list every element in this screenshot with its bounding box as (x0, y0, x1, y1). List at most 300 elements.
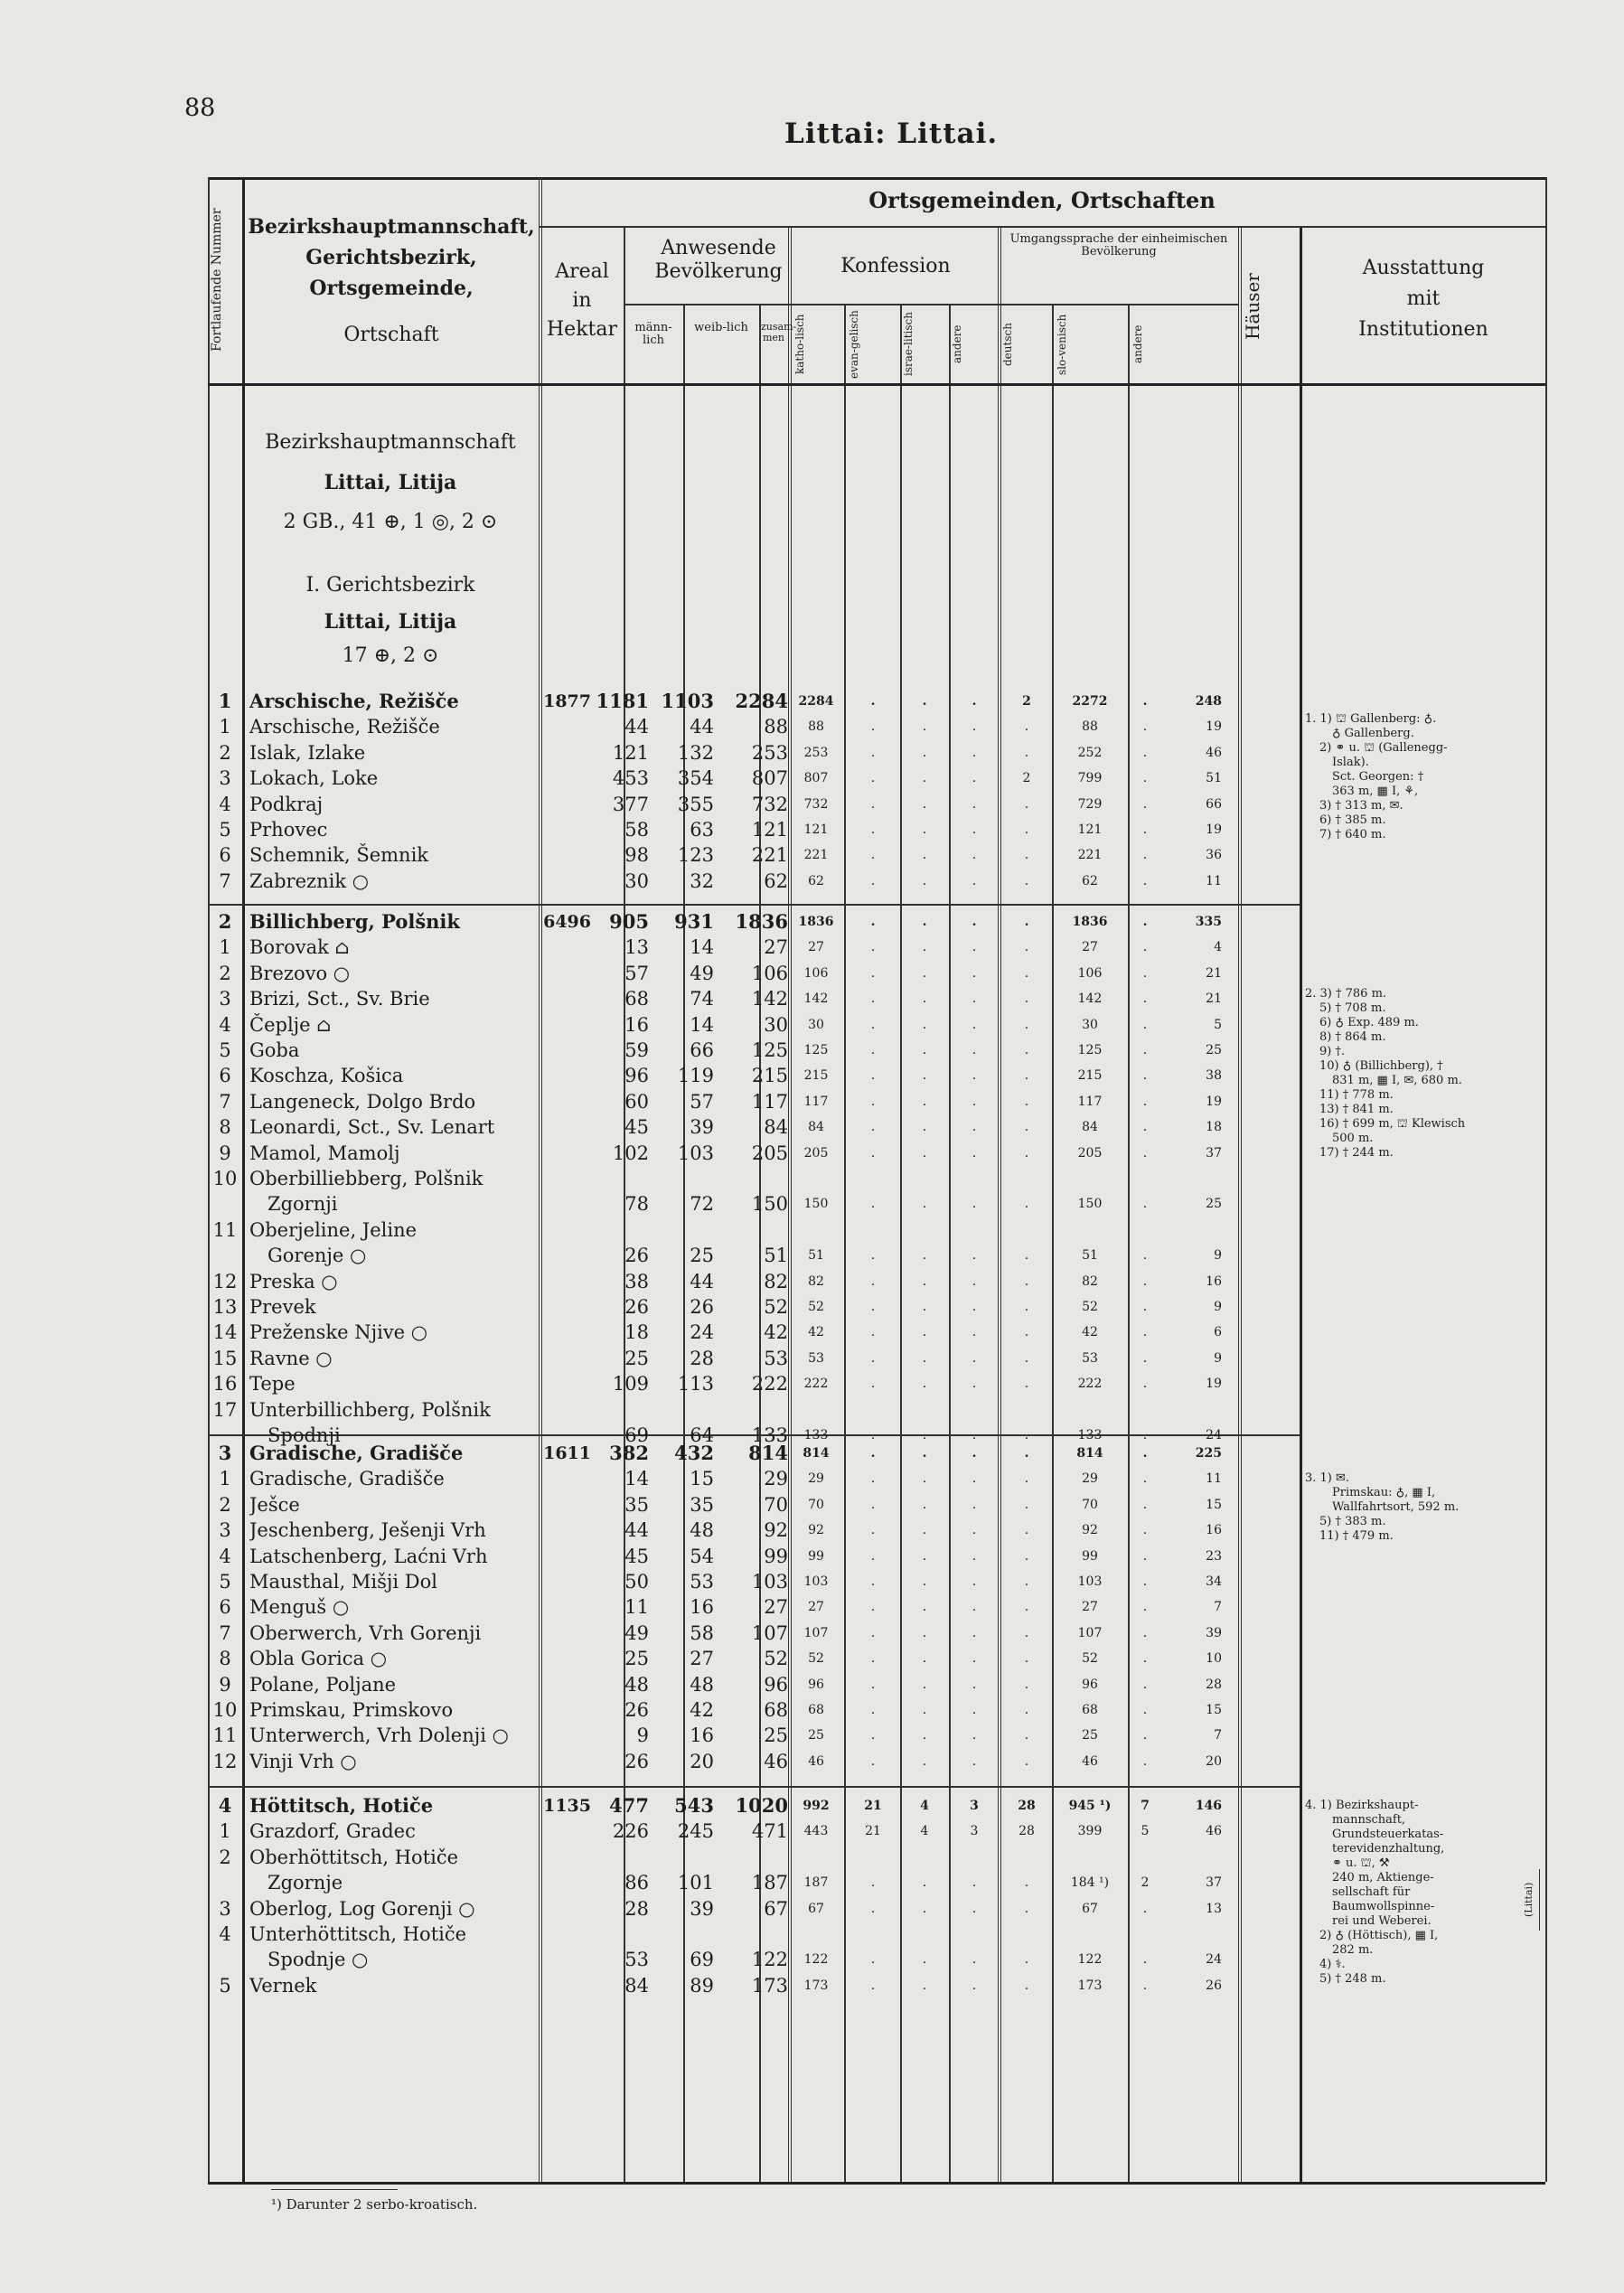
cell-h: 37 (1206, 1145, 1222, 1161)
note-line: 6) † 385 m. (1319, 813, 1386, 827)
table-row (208, 1569, 1545, 1594)
side-label: (Littai) (1523, 1869, 1540, 1931)
cell-h: 6 (1214, 1325, 1222, 1340)
cell-sl: 399 (1077, 1824, 1103, 1839)
cell-a2: . (1142, 1651, 1148, 1667)
cell-no: 4 (219, 1013, 231, 1036)
cell-ev: . (870, 1703, 876, 1717)
cell-a2: 7 (1141, 1799, 1150, 1813)
cell-w: 49 (690, 962, 714, 984)
cell-z: 25 (764, 1724, 788, 1747)
place-name-cont: Zgornji (268, 1193, 338, 1216)
cell-de: . (1024, 848, 1029, 863)
cell-ev: . (870, 940, 876, 955)
cell-ka: 84 (808, 1120, 824, 1135)
cell-is: . (922, 1446, 927, 1461)
cell-sl: 62 (1082, 873, 1098, 888)
cell-w: 57 (690, 1090, 714, 1113)
cell-no: 7 (219, 1090, 231, 1113)
cell-z: 221 (751, 844, 788, 867)
cell-de: . (1024, 1377, 1029, 1392)
cell-ka: 51 (808, 1248, 824, 1264)
cell-an: . (972, 1523, 977, 1538)
table-row (208, 869, 1545, 894)
cell-ev: . (870, 1068, 876, 1084)
cell-is: . (922, 1094, 927, 1109)
cell-ev: . (870, 1677, 876, 1692)
cell-is: . (922, 1350, 927, 1366)
cell-h: 5 (1214, 1017, 1222, 1032)
cell-z: 99 (764, 1545, 788, 1567)
cell-w: 931 (674, 910, 714, 933)
cell-a2: . (1142, 1625, 1148, 1640)
cell-h: 19 (1206, 719, 1222, 735)
cell-a2: . (1142, 1300, 1148, 1314)
cell-h: 34 (1206, 1574, 1222, 1589)
cell-ka: 732 (803, 796, 829, 812)
cell-m: 45 (624, 1545, 649, 1567)
cell-ev: . (870, 1094, 876, 1109)
cell-a2: . (1142, 1471, 1148, 1487)
note-line: 282 m. (1332, 1943, 1374, 1957)
header-district-1: Bezirkshauptmannschaft, (248, 215, 535, 239)
cell-ev: . (870, 1325, 876, 1340)
table-row (208, 1544, 1545, 1569)
cell-an: . (972, 1300, 977, 1314)
cell-w: 123 (677, 844, 714, 867)
cell-h: 37 (1206, 1875, 1222, 1891)
cell-z: 1836 (735, 910, 788, 933)
cell-z: 46 (764, 1750, 788, 1772)
cell-sl: 51 (1082, 1248, 1098, 1264)
cell-w: 26 (690, 1296, 714, 1318)
cell-h: 11 (1206, 873, 1222, 888)
table-row-municipality (208, 909, 1545, 935)
cell-a2: . (1142, 771, 1148, 786)
note-line: 5) † 383 m. (1319, 1515, 1386, 1528)
cell-z: 92 (764, 1519, 788, 1542)
cell-m: 121 (612, 741, 649, 764)
cell-z: 106 (751, 962, 788, 984)
cell-no: 4 (219, 793, 231, 815)
cell-an: . (972, 1952, 977, 1968)
cell-h: 146 (1195, 1799, 1222, 1813)
cell-z: 471 (751, 1820, 788, 1843)
cell-sl: 42 (1082, 1325, 1098, 1340)
cell-a2: . (1142, 1548, 1148, 1564)
table-row (208, 1672, 1545, 1697)
note-line: Primskau: ♁, ▦ I, (1332, 1486, 1436, 1499)
table-row (208, 1217, 1545, 1269)
cell-no: 2 (219, 741, 231, 764)
cell-ka: 27 (808, 1600, 824, 1615)
cell-z: 187 (751, 1872, 788, 1894)
place-name: Vinji Vrh ○ (249, 1750, 357, 1772)
cell-sl: 252 (1077, 745, 1103, 760)
cell-de: . (1024, 796, 1029, 812)
note-line: 8) † 864 m. (1319, 1030, 1386, 1044)
cell-a2: . (1142, 1703, 1148, 1717)
note-3 (1305, 1471, 1549, 1544)
cell-sl: 84 (1082, 1120, 1098, 1135)
cell-a2: . (1142, 1017, 1148, 1032)
note-line: rei und Weberei. (1332, 1914, 1432, 1928)
cell-ev: . (870, 719, 876, 735)
cell-a2: . (1142, 694, 1148, 709)
cell-z: 51 (764, 1245, 788, 1267)
place-name: Zabreznik ○ (249, 869, 370, 892)
cell-z: 173 (751, 1974, 788, 1997)
note-line: 9) †. (1319, 1045, 1346, 1058)
header-ausstattung-2: mit (1406, 287, 1441, 310)
rule (208, 383, 1545, 386)
place-name: Tepe (249, 1373, 296, 1396)
cell-an: . (972, 848, 977, 863)
cell-is: . (922, 771, 927, 786)
note-line: 4. 1) Bezirkshaupt- (1305, 1799, 1419, 1812)
cell-an: . (972, 1427, 977, 1443)
cell-ev: . (870, 1377, 876, 1392)
cell-is: . (922, 745, 927, 760)
note-line: Islak). (1332, 756, 1369, 769)
note-line: Sct. Georgen: † (1332, 770, 1424, 784)
cell-is: . (922, 1300, 927, 1314)
cell-ka: 29 (808, 1471, 824, 1487)
cell-a2: . (1142, 1952, 1148, 1968)
cell-m: 38 (624, 1270, 649, 1292)
cell-z: 88 (764, 716, 788, 738)
cell-de: . (1024, 1068, 1029, 1084)
place-name: Prevek (249, 1296, 316, 1318)
cell-m: 25 (624, 1648, 649, 1670)
place-name: Islak, Izlake (249, 741, 366, 764)
cell-ka: 88 (808, 719, 824, 735)
cell-an: . (972, 796, 977, 812)
cell-ev: . (870, 796, 876, 812)
place-name: Oberlog, Log Gorenji ○ (249, 1897, 475, 1920)
cell-h: 46 (1206, 1824, 1222, 1839)
cell-ka: 30 (808, 1017, 824, 1032)
cell-an: . (972, 1325, 977, 1340)
cell-de: . (1024, 1548, 1029, 1564)
place-name: Brezovo ○ (249, 962, 351, 984)
cell-sl: 125 (1077, 1043, 1103, 1057)
cell-ka: 142 (803, 991, 829, 1007)
cell-no: 11 (212, 1218, 238, 1241)
cell-no: 14 (212, 1321, 238, 1344)
cell-h: 38 (1206, 1068, 1222, 1084)
note-line: 831 m, ▦ I, ✉, 680 m. (1332, 1074, 1462, 1087)
cell-ev: . (870, 1728, 876, 1743)
cell-is: . (922, 1043, 927, 1057)
cell-sl: 222 (1077, 1377, 1103, 1392)
cell-an: . (972, 1446, 977, 1461)
cell-ev: . (870, 1600, 876, 1615)
cell-z: 84 (764, 1116, 788, 1139)
cell-ka: 42 (808, 1325, 824, 1340)
cell-z: 125 (751, 1039, 788, 1061)
cell-sl: 52 (1082, 1300, 1098, 1314)
cell-w: 64 (690, 1424, 714, 1446)
cell-h: 36 (1206, 848, 1222, 863)
header-district-2: Gerichtsbezirk, (305, 246, 477, 269)
cell-a2: . (1142, 1094, 1148, 1109)
note-line: 16) † 699 m, ⛫ Klewisch (1319, 1117, 1466, 1131)
cell-z: 215 (751, 1065, 788, 1087)
cell-no: 12 (212, 1270, 238, 1292)
cell-no: 2 (219, 1846, 231, 1868)
cell-an: . (972, 1651, 977, 1667)
cell-w: 25 (690, 1245, 714, 1267)
cell-is: . (922, 965, 927, 981)
header-population: Anwesende Bevölkerung (654, 237, 783, 284)
cell-h: 51 (1206, 771, 1222, 786)
cell-is: . (922, 1497, 927, 1512)
cell-h: 19 (1206, 822, 1222, 837)
cell-sl: 52 (1082, 1651, 1098, 1667)
place-name: Arschische, Režišče (249, 690, 459, 712)
cell-de: . (1024, 719, 1029, 735)
cell-h: 24 (1206, 1952, 1222, 1968)
table-row (208, 1749, 1545, 1774)
cell-m: 477 (609, 1794, 649, 1817)
cell-de: . (1024, 940, 1029, 955)
cell-w: 69 (690, 1949, 714, 1971)
table-row (208, 1371, 1545, 1396)
note-line: 500 m. (1332, 1132, 1374, 1145)
header-pop-w: weib-lich (694, 321, 748, 334)
cell-ka: 150 (803, 1197, 829, 1212)
cell-a2: . (1142, 915, 1148, 929)
cell-ev: . (870, 1446, 876, 1461)
cell-sl: 133 (1077, 1427, 1103, 1443)
cell-ka: 173 (803, 1978, 829, 1993)
note-line: 3. 1) ✉. (1305, 1471, 1350, 1485)
cell-a2: . (1142, 1753, 1148, 1769)
footnote: ¹) Darunter 2 serbo-kroatisch. (271, 2196, 478, 2213)
cell-h: 25 (1206, 1043, 1222, 1057)
note-line: 3) † 313 m, ✉. (1319, 799, 1403, 813)
rule (624, 304, 1238, 305)
cell-ev: . (870, 1651, 876, 1667)
cell-ev: . (870, 745, 876, 760)
cell-an: . (972, 1574, 977, 1589)
cell-h: 15 (1206, 1703, 1222, 1717)
cell-ev: . (870, 915, 876, 929)
cell-ka: 52 (808, 1300, 824, 1314)
cell-z: 2284 (735, 690, 788, 712)
cell-ev: . (870, 1875, 876, 1891)
cell-de: . (1024, 1197, 1029, 1212)
cell-ev: . (870, 1427, 876, 1443)
cell-z: 107 (751, 1621, 788, 1644)
cell-is: . (922, 1651, 927, 1667)
cell-de: . (1024, 1497, 1029, 1512)
cell-a2: . (1142, 1273, 1148, 1289)
place-name: Leonardi, Sct., Sv. Lenart (249, 1116, 495, 1139)
cell-m: 9 (636, 1724, 649, 1747)
cell-ka: 133 (803, 1427, 829, 1443)
cell-no: 2 (218, 910, 232, 933)
cell-de: . (1024, 1753, 1029, 1769)
cell-a2: . (1142, 1145, 1148, 1161)
cell-ev: . (870, 1248, 876, 1264)
cell-ka: 807 (803, 771, 829, 786)
cell-a2: . (1142, 1197, 1148, 1212)
cell-ev: . (870, 1350, 876, 1366)
cell-is: . (922, 1548, 927, 1564)
cell-m: 69 (624, 1424, 649, 1446)
cell-ka: 443 (803, 1824, 829, 1839)
cell-no: 3 (219, 1519, 231, 1542)
cell-h: 21 (1206, 991, 1222, 1007)
table-row (208, 961, 1545, 986)
place-name: Billichberg, Polšnik (249, 910, 460, 933)
cell-is: . (922, 719, 927, 735)
place-name: Ješce (249, 1493, 300, 1516)
cell-m: 905 (609, 910, 649, 933)
cell-ka: 53 (808, 1350, 824, 1366)
cell-no: 10 (212, 1699, 238, 1721)
cell-sl: 117 (1077, 1094, 1103, 1109)
cell-m: 18 (624, 1321, 649, 1344)
table-row-municipality (208, 689, 1545, 714)
cell-z: 82 (764, 1270, 788, 1292)
cell-no: 4 (218, 1794, 232, 1817)
cell-is: . (922, 915, 927, 929)
cell-ev: . (870, 1901, 876, 1916)
cell-sl: 799 (1077, 771, 1103, 786)
place-name: Gradische, Gradišče (249, 1442, 464, 1464)
cell-no: 5 (219, 1974, 231, 1997)
cell-m: 60 (624, 1090, 649, 1113)
place-name: Gradische, Gradišče (249, 1468, 445, 1490)
cell-is: . (922, 873, 927, 888)
place-name-cont: Spodnje ○ (268, 1949, 369, 1971)
cell-de: . (1024, 1471, 1029, 1487)
cell-w: 53 (690, 1571, 714, 1593)
cell-de: . (1024, 1145, 1029, 1161)
cell-sl: 30 (1082, 1017, 1098, 1032)
running-title: Littai: Littai. (784, 117, 999, 150)
cell-ev: . (870, 1300, 876, 1314)
header-sprache-1: deutsch (1001, 323, 1014, 366)
cell-w: 48 (690, 1519, 714, 1542)
note-line: Grundsteuerkatas- (1332, 1828, 1444, 1841)
cell-sl: 107 (1077, 1625, 1103, 1640)
cell-de: . (1024, 1703, 1029, 1717)
cell-ev: 21 (864, 1799, 882, 1813)
cell-m: 59 (624, 1039, 649, 1061)
cell-z: 122 (751, 1949, 788, 1971)
cell-ev: . (870, 1523, 876, 1538)
cell-no: 9 (219, 1673, 231, 1696)
note-line: 5) † 708 m. (1319, 1001, 1386, 1015)
cell-a2: . (1142, 1901, 1148, 1916)
cell-w: 44 (690, 1270, 714, 1292)
place-name-cont: Spodnji (268, 1424, 341, 1446)
cell-ev: . (870, 1145, 876, 1161)
cell-m: 57 (624, 962, 649, 984)
cell-de: . (1024, 1350, 1029, 1366)
cell-is: . (922, 1978, 927, 1993)
cell-ev: . (870, 822, 876, 837)
cell-m: 35 (624, 1493, 649, 1516)
cell-m: 48 (624, 1673, 649, 1696)
cell-is: . (922, 822, 927, 837)
note-line: 4) ⚕. (1319, 1958, 1346, 1971)
cell-w: 63 (690, 819, 714, 841)
cell-is: . (922, 1753, 927, 1769)
cell-ka: 222 (803, 1377, 829, 1392)
place-name: Mamol, Mamolj (249, 1142, 400, 1164)
cell-de: . (1024, 822, 1029, 837)
cell-no: 3 (219, 988, 231, 1010)
place-name: Brizi, Sct., Sv. Brie (249, 988, 430, 1010)
cell-w: 58 (690, 1621, 714, 1644)
cell-is: . (922, 1901, 927, 1916)
place-name: Schemnik, Šemnik (249, 844, 429, 867)
cell-m: 16 (624, 1013, 649, 1036)
place-name: Arschische, Režišče (249, 716, 440, 738)
cell-w: 74 (690, 988, 714, 1010)
cell-sl: 82 (1082, 1273, 1098, 1289)
cell-areal: 1611 (543, 1443, 591, 1463)
cell-de: . (1024, 1300, 1029, 1314)
cell-ev: . (870, 1197, 876, 1212)
footnote-rule (271, 2189, 398, 2190)
cell-de: . (1024, 1120, 1029, 1135)
cell-de: . (1024, 1651, 1029, 1667)
place-name: Langeneck, Dolgo Brdo (249, 1090, 476, 1113)
cell-a2: . (1142, 991, 1148, 1007)
cell-an: . (972, 1197, 977, 1212)
cell-h: 28 (1206, 1677, 1222, 1692)
cell-sl: 46 (1082, 1753, 1098, 1769)
cell-sl: 945 ¹) (1068, 1799, 1112, 1813)
cell-an: . (972, 1728, 977, 1743)
cell-a2: . (1142, 1377, 1148, 1392)
place-name: Preska ○ (249, 1270, 338, 1292)
cell-w: 543 (674, 1794, 714, 1817)
cell-w: 44 (690, 716, 714, 738)
cell-a2: . (1142, 873, 1148, 888)
cell-sl: 150 (1077, 1197, 1103, 1212)
cell-is: . (922, 1677, 927, 1692)
cell-de: . (1024, 1094, 1029, 1109)
cell-ev: . (870, 771, 876, 786)
cell-z: 253 (751, 741, 788, 764)
cell-sl: 88 (1082, 719, 1098, 735)
cell-w: 28 (690, 1347, 714, 1369)
note-line: Wallfahrtsort, 592 m. (1332, 1500, 1460, 1514)
cell-ev: . (870, 1978, 876, 1993)
cell-no: 7 (219, 869, 231, 892)
cell-ka: 25 (808, 1728, 824, 1743)
cell-sl: 215 (1077, 1068, 1103, 1084)
place-name: Unterbillichberg, Polšnik (249, 1398, 491, 1421)
cell-ev: . (870, 1120, 876, 1135)
cell-de: . (1024, 1248, 1029, 1264)
cell-h: 26 (1206, 1978, 1222, 1993)
cell-no: 7 (219, 1621, 231, 1644)
table-row (208, 1269, 1545, 1294)
cell-m: 102 (612, 1142, 649, 1164)
cell-an: . (972, 1120, 977, 1135)
cell-w: 66 (690, 1039, 714, 1061)
cell-an: . (972, 771, 977, 786)
cell-ka: 96 (808, 1677, 824, 1692)
